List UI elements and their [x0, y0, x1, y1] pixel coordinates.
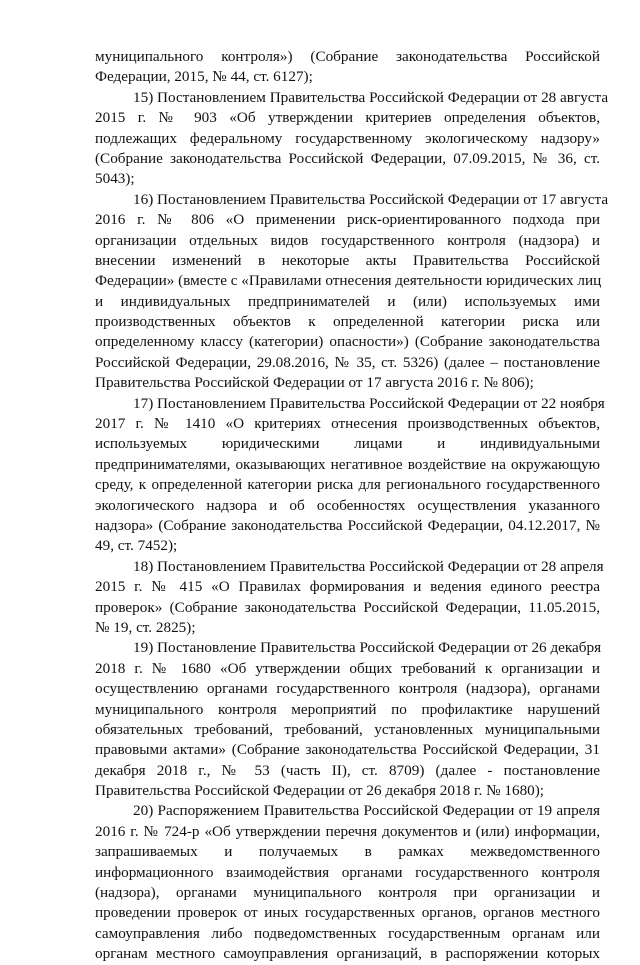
- text-line: 2018 г. № 1680 «Об утверждении общих требований к организации и: [95, 659, 600, 677]
- text-line: 2017 г. № 1410 «О критериях отнесения производственных объектов,: [95, 415, 600, 433]
- text-line: Правительства Российской Федерации от 17 августа 2016 г. № 806);: [95, 374, 534, 392]
- list-item-15: [95, 88, 609, 190]
- text-line: проведении проверок от иных государственных органов, органов местного: [95, 904, 600, 922]
- text-line: информационного взаимодействия органами государственного контроля: [95, 863, 600, 881]
- list-item-16: [95, 190, 609, 394]
- text-line: и индивидуальных предпринимателей и (или) используемых ими: [95, 292, 600, 310]
- list-item-19: [95, 638, 600, 801]
- text-line: 2016 г. № 724-р «Об утверждении перечня документов и (или) информации,: [95, 822, 600, 840]
- text-line: надзора» (Собрание законодательства Российской Федерации, 04.12.2017, №: [95, 516, 600, 534]
- text-line: декабря 2018 г., № 53 (часть II), ст. 8709) (далее - постановление: [95, 761, 600, 779]
- text-line: 20) Распоряжением Правительства Российской Федерации от 19 апреля: [133, 802, 600, 820]
- text-line: 17) Постановлением Правительства Российской Федерации от 22 ноября: [133, 394, 605, 412]
- text-line: 16) Постановлением Правительства Российской Федерации от 17 августа: [133, 190, 609, 208]
- text-line: № 19, ст. 2825);: [95, 618, 196, 636]
- text-line: обязательных требований, требований, установленных муниципальными: [95, 720, 600, 738]
- text-line: правовыми актами» (Собрание законодательства Российской Федерации, 31: [95, 741, 600, 759]
- document-body: [95, 47, 609, 965]
- text-line: 2015 г. № 415 «О Правилах формирования и ведения единого реестра: [95, 578, 600, 596]
- text-line: 18) Постановлением Правительства Российской Федерации от 28 апреля: [133, 557, 604, 575]
- text-line: Правительства Российской Федерации от 26 декабря 2018 г. № 1680);: [95, 782, 545, 800]
- text-line: определенному классу (категории) опасности») (Собрание законодательства: [95, 333, 600, 351]
- text-line: самоуправления либо подведомственных государственным органам или: [95, 924, 600, 942]
- text-line: запрашиваемых и получаемых в рамках межведомственного: [95, 843, 600, 861]
- text-line: муниципального контроля мероприятий по профилактике нарушений: [95, 700, 600, 718]
- list-item-17: [95, 394, 605, 557]
- text-line: внесении изменений в некоторые акты Правительства Российской: [95, 251, 600, 269]
- text-line: Российской Федерации, 29.08.2016, № 35, ст. 5326) (далее – постановление: [95, 353, 600, 371]
- list-item-20: [95, 801, 600, 964]
- text-line: используемых юридическими лицами и индивидуальными: [95, 435, 600, 453]
- text-line: предпринимателями, оказывающих негативное воздействие на окружающую: [95, 455, 600, 473]
- text-line: 15) Постановлением Правительства Российской Федерации от 28 августа: [133, 88, 609, 106]
- text-line: проверок» (Собрание законодательства Российской Федерации, 11.05.2015,: [95, 598, 600, 616]
- text-line: органам местного самоуправления организаций, в распоряжении которых: [95, 945, 600, 963]
- text-line: муниципального контроля») (Собрание законодательства Российской: [95, 48, 600, 65]
- text-line: подлежащих федеральному государственному экологическому надзору»: [95, 129, 600, 147]
- text-line: 2015 г. № 903 «Об утверждении критериев определения объектов,: [95, 109, 600, 127]
- text-line: 49, ст. 7452);: [95, 537, 178, 555]
- text-line: организации отдельных видов государственного контроля (надзора) и: [95, 231, 600, 249]
- text-line: производственных объектов к определенной категории риска или: [95, 313, 600, 331]
- text-line: Федерации» (вместе с «Правилами отнесения деятельности юридических лиц: [95, 272, 602, 290]
- text-line: Федерации, 2015, № 44, ст. 6127);: [95, 68, 313, 86]
- list-item-18: [95, 557, 604, 639]
- text-line: среду, к определенной категории риска для регионального государственного: [95, 476, 600, 494]
- text-line: 5043);: [95, 170, 135, 188]
- text-line: (Собрание законодательства Российской Федерации, 07.09.2015, № 36, ст.: [95, 149, 600, 167]
- text-line: экологического надзора и об особенностях осуществления указанного: [95, 496, 600, 514]
- text-line: осуществлению органами государственного контроля (надзора), органами: [95, 680, 600, 698]
- text-line: 19) Постановление Правительства Российской Федерации от 26 декабря: [133, 639, 602, 657]
- text-line: (надзора), органами муниципального контроля при организации и: [95, 884, 600, 902]
- text-line: 2016 г. № 806 «О применении риск-ориентированного подхода при: [95, 211, 600, 229]
- paragraph-continuation: [95, 47, 600, 88]
